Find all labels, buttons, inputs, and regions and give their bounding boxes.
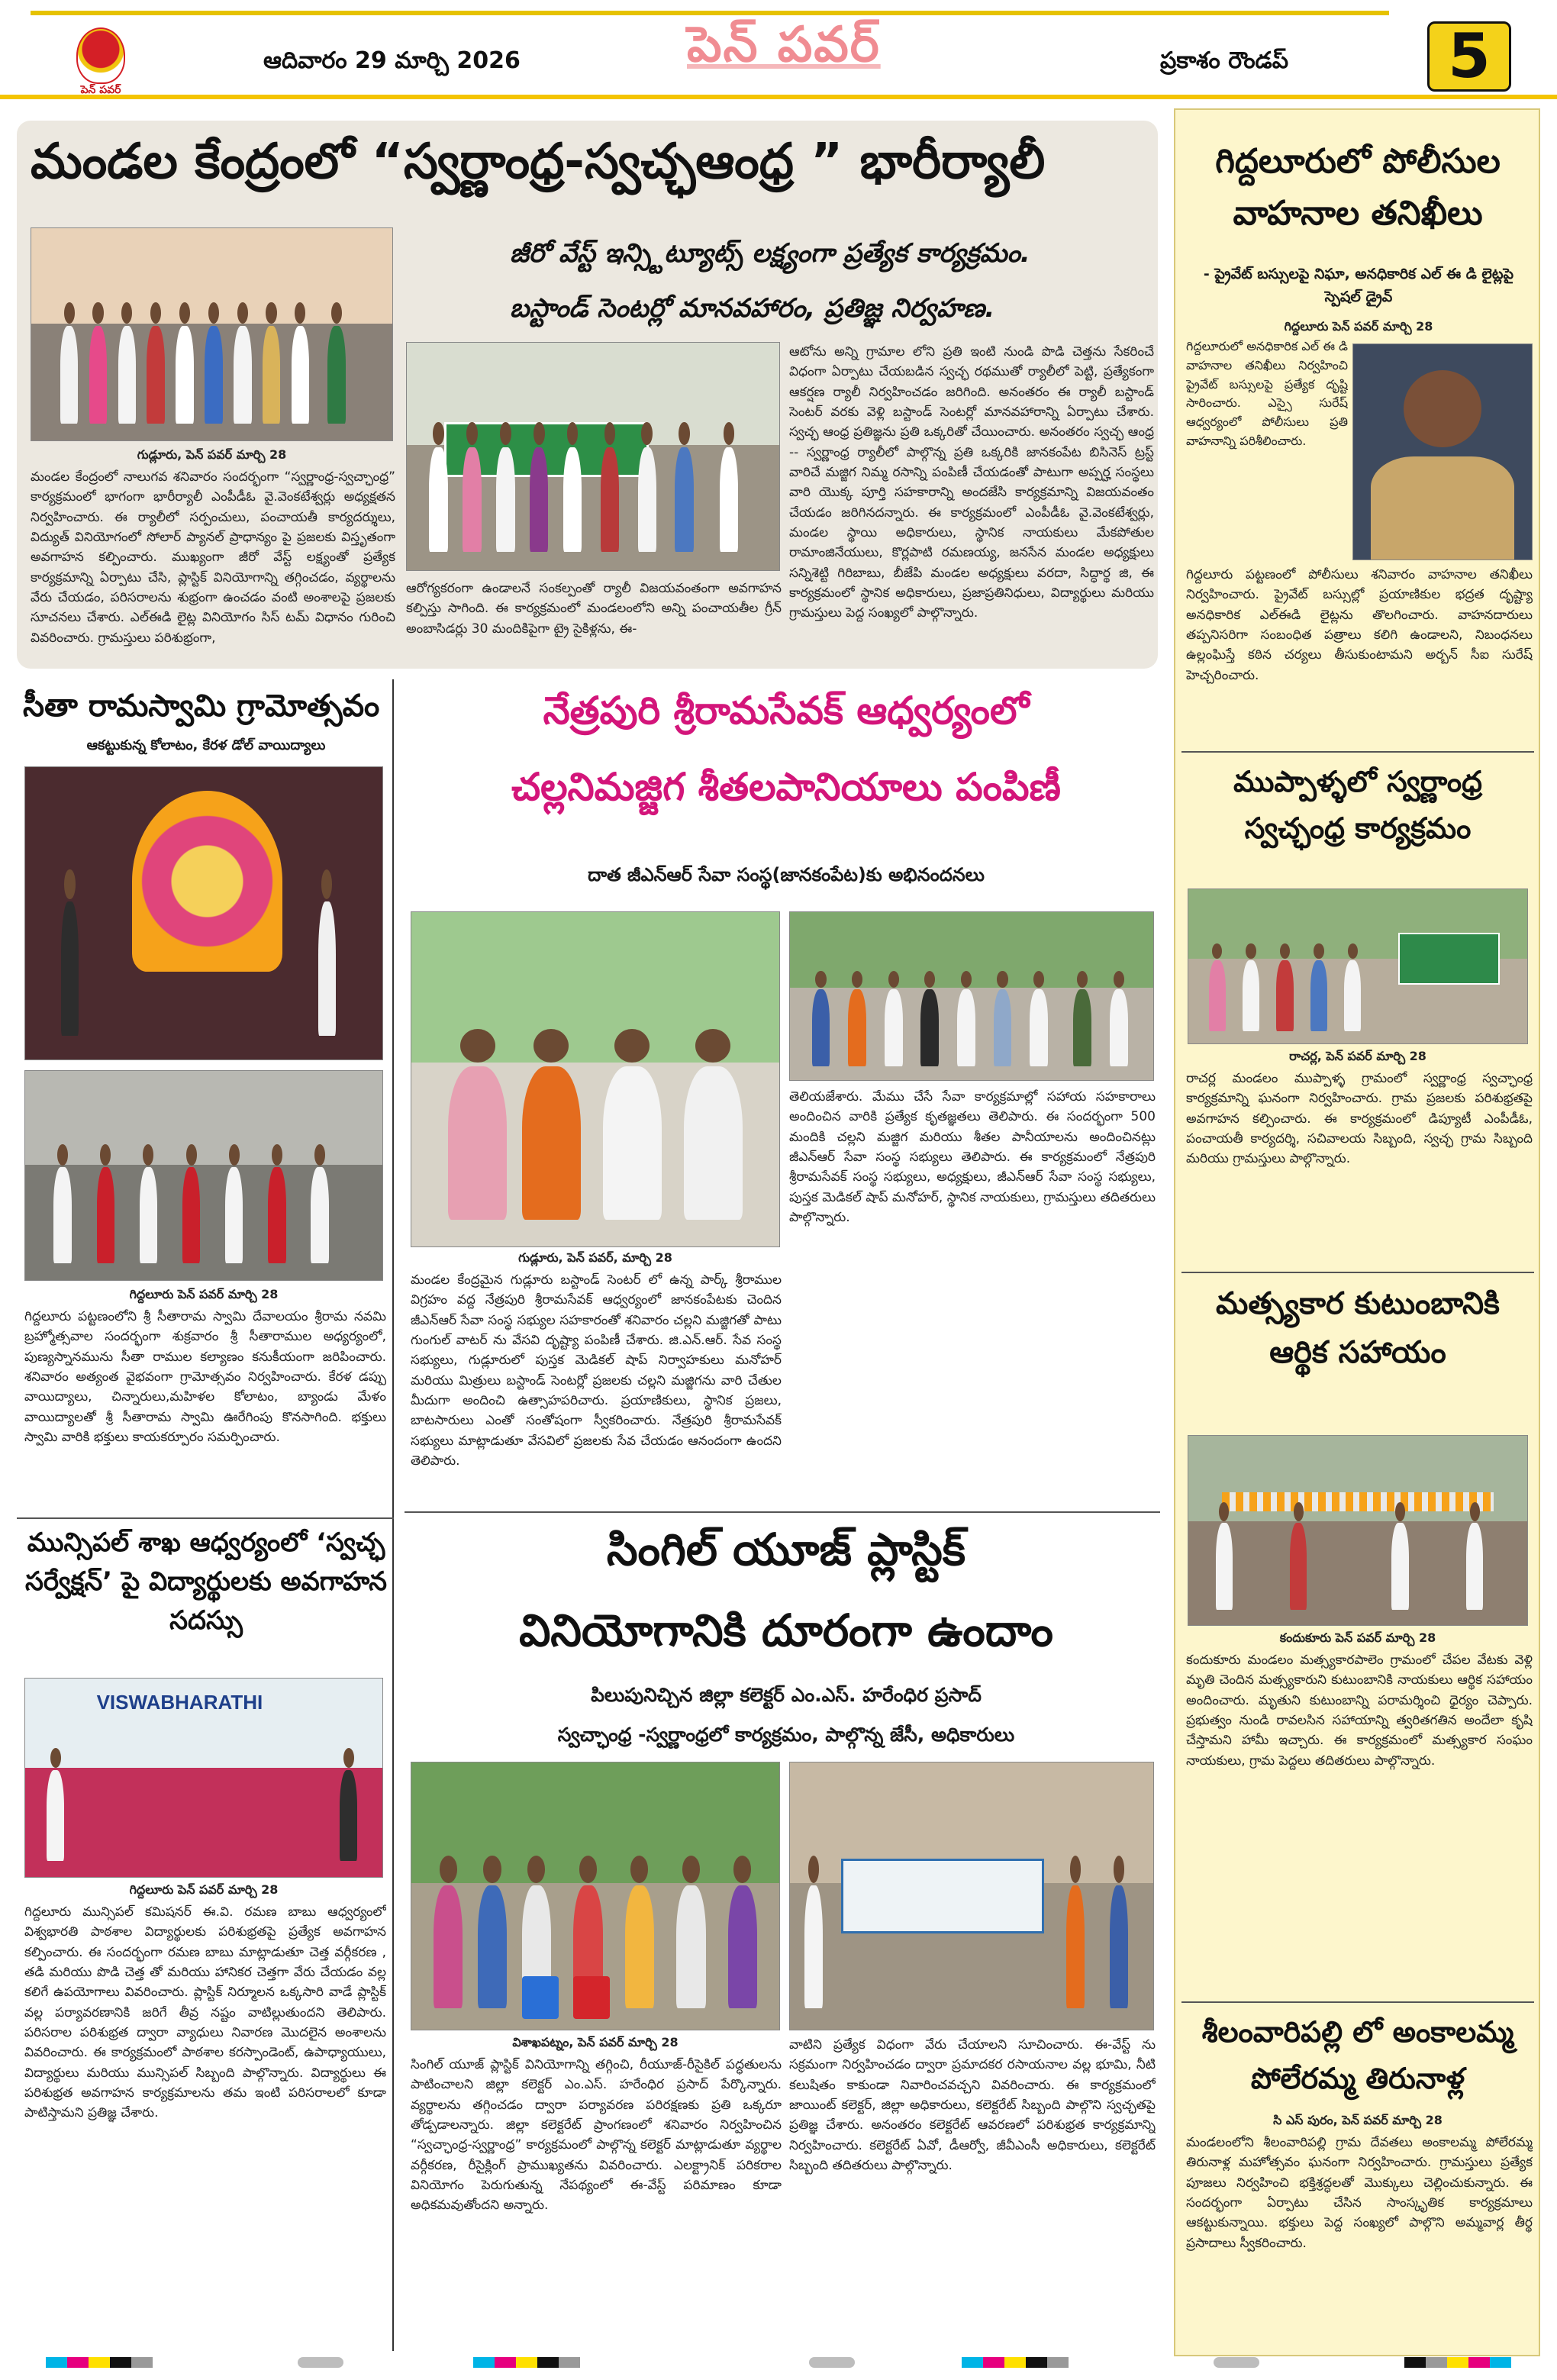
plastic-headline-2: వినియోగానికి దూరంగా ఉందాం xyxy=(519,1604,1053,1656)
color-bar-left xyxy=(46,2357,153,2368)
seetha-headline: సీతా రామస్వామి గ్రామోత్సవం xyxy=(23,689,380,724)
seetha-body: గిద్దలూరు పట్టణంలోని శ్రీ సీతారామ స్వామి దేవాలయం శ్రీరామ నవమి బ్రహ్మోత్సవాల సందర్భంగా శుక్రవారం శ్రీ సీతారాముల అధ్యర్యంలో, పుణ్యస్నానమును సీతా రాముల కల్యాణం కనుకీయంగా జరిపించారు. శనివారం అత్యంత వైభవంగా గ్రామోత్సవం నిర్వహించారు. కేరళ డప్పు వాయిద్యాలు, చిన్నారులు,మహిళల కోలాటం, బ్యాండు మేళం వాయిద్యాలతో శ్రీ సీతారామ స్వామి ఊరేగింపు కొనసాగింది. భక్తులు స్వామి వారికి భక్తులు కాయకర్పూరం సమర్పించారు. xyxy=(24,1309,386,1446)
municipal-headline: మున్సిపల్ శాఖ ఆధ్వర్యంలో ‘స్వచ్ఛ సర్వేక్షన్’ పై విద్యార్థులకు అవగాహన సదస్సు xyxy=(24,1527,388,1636)
netra-headline-1: నేత్రపురి శ్రీరామసేవక్ ఆధ్వర్యంలో xyxy=(543,689,1030,733)
plastic-photo-banner xyxy=(789,1762,1154,2030)
fisherman-dateline: కందుకూరు పెన్ పవర్ మార్చి 28 xyxy=(1279,1630,1436,1645)
divider xyxy=(17,1517,394,1519)
netra-body-col1: మండల కేంద్రమైన గుడ్లూరు బస్టాండ్ సెంటర్ లో ఉన్న పార్క్ శ్రీరాముల విగ్రహం వద్ద నేత్రపురి శ్రీరామసేవక్ ఆధ్వర్యంలో జానకంపేటకు చెందిన జీఎన్ఆర్ సేవా సంస్థ సభ్యుల సహకారంతో శనివారం చల్లని మజ్జిగతో పాటు గుంగుల్ వాటర్ ను వేసవి దృష్ట్యా పంపిణీ చేశారు. జి.ఎన్.ఆర్. సేవ సంస్థ సభ్యులు, గుడ్లూరులో పుస్తక మెడికల్ షాప్ నిర్వాహకులు మనోహర్ మరియు మిత్రులు బస్టాండ్ సెంటర్లో ప్రజలకు చల్లని మజ్జిగను వారి చేతుల మీదుగా అందించి ఉత్సాహపరిచారు. ప్రయాణికులు, స్థానిక ప్రజలు, బాటసారులు ఎంతో సంతోషంగా స్వీకరించారు. నేత్రపురి శ్రీరామసేవక్ సభ్యులు మాట్లాడుతూ వేసవిలో ప్రజలకు సేవ చేయడం ఆనందంగా ఉందని తెలిపారు. xyxy=(411,1272,782,1469)
color-bar-right xyxy=(962,2357,1069,2368)
deity-decoration xyxy=(132,791,282,972)
lead-body-col2: ఆరోగ్యకరంగా ఉండాలనే సంకల్పంతో ర్యాలీ విజయవంతంగా అవగాహన కల్పిస్తు సాగింది. ఈ కార్యక్రమంలో మండలంలోని అన్ని పంచాయతీల గ్రీన్ అంబాసిడర్లు 30 మందికిపైగా ట్రై సైకిళ్లను, ఈ- xyxy=(406,581,782,637)
netra-headline-2: చల్లనిమజ్జిగ శీతలపానియాలు పంపిణీ xyxy=(511,765,1061,809)
plastic-photo-pledge xyxy=(411,1762,780,2030)
netra-body-col2: తెలియజేశారు. మేము చేసే సేవా కార్యక్రమాల్లో సహాయ సహకారాలు అందించిన వారికి ప్రత్యేక కృతజ్ఞతలు తెలిపారు. ఈ సందర్భంగా 500 మందికి చల్లని మజ్జిగ మరియు శీతల పానీయాలను అందించినట్లు జీఎన్ఆర్ సేవా సంస్థ సభ్యులు తెలిపారు. ఈ కార్యక్రమంలో నేత్రపురి శ్రీరామసేవక్ సంస్థ సభ్యులు, అధ్యక్షులు, జీఎన్ఆర్ సేవా సంస్థ సభ్యులు, పుస్తక మెడికల్ షాప్ మనోహర్, స్థానిక నాయకులు, గ్రామస్తులు తదితరులు పాల్గొన్నారు. xyxy=(789,1089,1156,1226)
plastic-subheadline-2: స్వచ్ఛాంధ్ర -స్వర్ణాంధ్రలో కార్యక్రమం, పాల్గొన్న జేసీ, అధికారులు xyxy=(557,1724,1015,1746)
color-bar-far-right xyxy=(1404,2357,1511,2368)
municipal-dateline: గిద్దలూరు పెన్ పవర్ మార్చి 28 xyxy=(129,1882,279,1897)
lead-body-col3: ఆటోను అన్ని గ్రామాల లోని ప్రతి ఇంటి నుండి పొడి చెత్తను సేకరించే విధంగా ఏర్పాటు చేయబడిన స్వచ్ఛ రథముతో ర్యాలీలో పెట్టి, ప్రత్యేకంగా ఆకర్షణ ర్యాలీ నిర్వహించడం జరిగింది. అనంతరం ఈ ర్యాలీ బస్టాండ్ సెంటర్ వరకు వెళ్లి బస్టాండ్ సెంటర్లో మానవహారాన్ని ఏర్పాటు చేశారు. స్వచ్ఛ ఆంధ్ర ప్రతిజ్ఞను ప్రతి ఒక్కరితో చేయించారు. అనంతరం స్వచ్ఛ ఆంధ్ర -- స్వర్ణాంధ్ర ర్యాలీలో పాల్గొన్న ప్రతి ఒక్కరికి జానకంపేట బిసినెస్ ట్రస్ట్ వారిచే మజ్జిగ నిమ్మ రసాన్ని పంపిణీ చేయడంతో పాటుగా అప్పర్హ సంస్థలు వారి యొక్క పూర్తి సహకారాన్ని అందజేసి కార్యక్రమాన్ని విజయవంతం చేయడం జరిగినదన్నారు. ఈ కార్యక్రమంలో ఎంపీడీఓ వై.వెంకటేశ్వర్లు, మండల స్థాయి అధికారులు, స్థానిక నాయకులు మేకపోతుల రామాంజినేయులు, కొర్లపాటి రమణయ్య, జనసేన మండల అధ్యక్షులు సన్నిశెట్టి గిరిబాబు, బీజేపి మండల అధ్యక్షులు వరదా, సిద్ధార్థ జి, ఈ కార్యక్రమంలో స్థానిక అధికారులు, ప్రజాప్రతినిధులు, విద్యార్థులు మరియు గ్రామస్తులు పెద్ద సంఖ్యలో పాల్గొన్నారు. xyxy=(789,344,1154,621)
blue-bin xyxy=(522,1976,559,2019)
seetha-dateline: గిద్దలూరు పెన్ పవర్ మార్చి 28 xyxy=(129,1287,279,1301)
lead-photo-human-chain xyxy=(406,342,780,571)
muppalla-dateline: రాచర్ల, పెన్ పవర్ మార్చి 28 xyxy=(1289,1049,1426,1063)
lead-body-col1: మండల కేంద్రంలో నాలుగవ శనివారం సందర్భంగా “స్వర్ణాంధ్ర-స్వచ్ఛాంధ్ర” కార్యక్రమంలో భాగంగా భారీర్యాలీ ఎంపీడీఓ వై.వెంకటేశ్వర్లు అధ్యక్షతన నిర్వహించారు. ఈ ర్యాలీలో సర్పంచులు, పంచాయతీ కార్యదర్శులు, విద్యుత్ వినియోగంలో సోలార్ ప్యానల్ ప్రాధాన్యం పై ప్రజలకు విస్తృతంగా అవగాహన కల్పించారు. ముఖ్యంగా జీరో వేస్ట్ లక్ష్యంతో ప్రత్యేక కార్యక్రమాన్ని ఏర్పాటు చేసి, ప్లాస్టిక్ వినియోగాన్ని తగ్గించడం, వ్యర్థాలను వేరు చేయడం, పరిసరాలను శుభ్రంగా ఉంచడం వంటి అంశాలపై ప్రజలకు సూచనలు చేశారు. ఎల్ఈడి లైట్ల వినియోగం సిస్ టమ్ విధానం గురించి వివరించారు. గ్రామస్తులు పరిశుభ్రంగా, xyxy=(31,469,395,646)
section-name: ప్రకాశం రౌండప్ xyxy=(1160,47,1289,74)
masthead-rule xyxy=(31,11,1389,15)
plastic-body-col1: సింగిల్ యూజ్ ప్లాస్టిక్ వినియోగాన్ని తగ్గించి, రీయూజ్-రీసైకిల్ పద్ధతులను పాటించాలని జిల్లా కలెక్టర్ ఎం.ఎస్. హరేంధిర ప్రసాద్ పేర్కొన్నారు. వ్యర్థాలను తగ్గించడం ద్వారా పర్యావరణ పరిరక్షణకు ప్రతి ఒక్కరూ తోడ్పడాలన్నారు. జిల్లా కలెక్టరేట్ ప్రాంగణంలో శనివారం నిర్వహించిన “స్వచ్ఛాంధ్ర-స్వర్ణాంధ్ర” కార్యక్రమంలో పాల్గొన్న కలెక్టర్ మాట్లాడుతూ వ్యర్థాల వర్గీకరణ, రీసైక్లింగ్ ప్రాముఖ్యతను వివరించారు. ఎలక్ట్రానిక్ పరికరాల వినియోగం పెరుగుతున్న నేపథ్యంలో ఈ-వేస్ట్ పరిమాణం కూడా అధికమవుతోందని అన్నారు. xyxy=(411,2057,782,2214)
divider xyxy=(405,1511,1160,1513)
awareness-banner xyxy=(841,1859,1045,1933)
netra-subheadline: దాత జీఎన్ఆర్ సేవా సంస్థ(జానకంపేట)కు అభినందనలు xyxy=(588,864,985,885)
divider xyxy=(1181,751,1534,753)
ankalamma-body: మండలంలోని శీలంవారిపల్లి గ్రామ దేవతలు అంకాలమ్మ పోలేరమ్మ తిరునాళ్ల మహోత్సవం ఘనంగా నిర్వహించారు. గ్రామస్తులు ప్రత్యేక పూజలు నిర్వహించి భక్తిశ్రద్ధలతో మొక్కులు చెల్లించుకున్నారు. ఈ సందర్భంగా ఏర్పాటు చేసిన సాంస్కృతిక కార్యక్రమాలు ఆకట్టుకున్నాయి. భక్తులు పెద్ద సంఖ్యలో పాల్గొని అమ్మవార్ల తీర్థ ప్రసాదాలు స్వీకరించారు. xyxy=(1186,2135,1533,2251)
police-officer-photo xyxy=(1352,343,1533,560)
lead-headline: మండల కేంద్రంలో “స్వర్ణాంధ్ర-స్వచ్ఛఆంధ్ర ” భారీర్యాలీ xyxy=(31,134,1046,190)
flower-garland xyxy=(1222,1492,1493,1511)
seetha-photo-deity xyxy=(24,766,383,1060)
police-body-left: గిద్దలూరులో అనధికారిక ఎల్ ఈ డి వాహనాల తనిఖీలు నిర్వహించి ప్రైవేట్ బస్సులపై ప్రత్యేక దృష్టి సారించారు. ఎస్సై సురేష్ ఆధ్వర్యంలో పోలీసులు ప్రతి వాహనాన్ని పరిశీలించారు. xyxy=(1186,339,1348,448)
netra-dateline: గుడ్లూరు, పెన్ పవర్, మార్చి 28 xyxy=(518,1250,672,1265)
scheme-banner xyxy=(1398,933,1500,985)
plastic-dateline: విశాఖపట్నం, పెన్ పవర్ మార్చి 28 xyxy=(512,2035,679,2049)
logo-text: పెన్ పవర్ xyxy=(80,84,121,96)
plastic-headline-1: సింగిల్ యూజ్ ప్లాస్టిక్ xyxy=(606,1524,966,1575)
newspaper-logo xyxy=(76,27,125,84)
color-bar-center xyxy=(473,2357,580,2368)
lead-subheadline-1: జీరో వేస్ట్ ఇన్స్టిట్యూట్స్ లక్ష్యంగా ప్రత్యేక కార్యక్రమం. xyxy=(510,238,1030,269)
issue-date: ఆదివారం 29 మార్చి 2026 xyxy=(263,47,521,74)
newspaper-title: పెన్ పవర్ xyxy=(687,17,881,73)
divider xyxy=(1181,2001,1534,2003)
fisherman-body: కందుకూరు మండలం మత్స్యకారపాలెం గ్రామంలో చేపల వేటకు వెళ్లి మృతి చెందిన మత్స్యకారుని కుటుంబానికి నాయకులు ఆర్థిక సహాయం అందించారు. మృతుని కుటుంబాన్ని పరామర్శించి ధైర్యం చెప్పారు. ప్రభుత్వం నుండి రావలసిన సహాయాన్ని త్వరితగతిన అందేలా కృషి చేస్తామని హామీ ఇచ్చారు. ఈ కార్యక్రమంలో మత్స్యకార సంఘం నాయకులు, గ్రామ పెద్దలు తదితరులు పాల్గొన్నారు. xyxy=(1186,1653,1533,1769)
police-dateline: గిద్దలూరు పెన్ పవర్ మార్చి 28 xyxy=(1284,319,1433,334)
muppalla-photo xyxy=(1188,888,1528,1044)
police-headline: గిద్దలూరులో పోలీసుల వాహనాల తనిఖీలు xyxy=(1215,142,1501,234)
lead-subheadline-2: బస్టాండ్ సెంటర్లో మానవహారం, ప్రతిజ్ఞ నిర్వహణ. xyxy=(510,293,995,324)
divider xyxy=(1181,1272,1534,1273)
netra-photo-distribution xyxy=(411,911,780,1247)
municipal-photo-students xyxy=(24,1678,383,1878)
police-subheadline: - ప్రైవేట్ బస్సులపై నిఘా, అనధికారిక ఎల్ ఈ డి లైట్లపై స్పెషల్ డ్రైవ్ xyxy=(1203,266,1514,306)
page-number: 5 xyxy=(1427,21,1511,92)
muppalla-body: రాచర్ల మండలం ముప్పాళ్ళ గ్రామంలో స్వర్ణాంధ్ర స్వచ్ఛాంధ్ర కార్యక్రమాన్ని ఘనంగా నిర్వహించారు. గ్రామ ప్రజలకు పరిశుభ్రతపై అవగాహన కల్పించారు. ఈ కార్యక్రమంలో డిప్యూటీ ఎంపీడీఓ, పంచాయతీ కార్యదర్శి, సచివాలయ సిబ్బంది, స్వచ్ఛ గ్రామ సిబ్బంది మరియు గ్రామస్తులు పాల్గొన్నారు. xyxy=(1186,1071,1533,1167)
police-body: గిద్దలూరు పట్టణంలో పోలీసులు శనివారం వాహనాల తనిఖీలు నిర్వహించారు. ప్రైవేట్ బస్సుల్లో ప్రయాణికుల భద్రత దృష్ట్యా అనధికారిక ఎల్ఈడి లైట్లను తొలగించారు. వాహనదారులు తప్పనిసరిగా సంబంధిత పత్రాలు కలిగి ఉండాలని, నిబంధనలు ఉల్లంఘిస్తే కఠిన చర్యలు తీసుకుంటామని అర్బన్ సీఐ సురేష్ హెచ్చరించారు. xyxy=(1186,567,1533,683)
officer-face xyxy=(1404,370,1482,448)
plastic-body-col2: వాటిని ప్రత్యేక విధంగా వేరు చేయాలని సూచించారు. ఈ-వేస్ట్ ను సక్రమంగా నిర్వహించడం ద్వారా ప్రమాదకర రసాయనాల వల్ల భూమి, నీటి కలుషితం కాకుండా నివారించవచ్చని వివరించారు. ఈ కార్యక్రమంలో జాయింట్ కలెక్టర్, జిల్లా అధికారులు, కలెక్టరేట్ సిబ్బంది పాల్గొని స్వచ్ఛతపై ప్రతిజ్ఞ చేశారు. అనంతరం కలెక్టరేట్ ఆవరణలో పరిశుభ్రత కార్యక్రమాన్ని నిర్వహించారు. కలెక్టరేట్ ఏవో, డీఆర్వో, జీవీఎంసీ అధికారులు, కలెక్టరేట్ సిబ్బంది తదితరులు పాల్గొన్నారు. xyxy=(789,2037,1156,2174)
registration-mark xyxy=(809,2357,855,2368)
municipal-body: గిద్దలూరు మున్సిపల్ కమిషనర్ ఈ.వి. రమణ బాబు ఆధ్వర్యంలో విశ్వభారతి పాఠశాల విద్యార్థులకు పరిశుభ్రతపై ప్రత్యేక అవగాహన కల్పించారు. ఈ సందర్భంగా రమణ బాబు మాట్లాడుతూ చెత్త వర్గీకరణ , తడి మరియు పొడి చెత్త తో మరియు హానికర చెత్తగా వేరు చేయడం వల్ల కలిగే ఉపయోగాలు వివరించారు. ప్లాస్టిక్ నిర్మూలన ఒక్కసారి వాడే ప్లాస్టిక్ వల్ల పర్యావరణానికి జరిగే తీవ్ర నష్టం వాటిల్లుతుందని తెలిపారు. పరిసరాల పరిశుభ్రత ద్వారా వ్యాధులు నివారణ మొదలైన అంశాలను వివరించారు. ఈ కార్యక్రమంలో పాఠశాల కరస్పాండెంట్, ఉపాధ్యాయులు, విద్యార్థులు మరియు మున్సిపల్ సిబ్బంది పాల్గొన్నారు. విద్యార్థులు ఈ పరిశుభ్రత అవగాహన కార్యక్రమాలను తమ ఇంటి పరిసరాలలో కూడా పాటిస్తామని ప్రతిజ్ఞ చేశారు. xyxy=(24,1904,386,2121)
ankalamma-dateline: సి ఎస్ పురం, పెన్ పవర్ మార్చి 28 xyxy=(1273,2113,1443,2127)
muppalla-headline: ముప్పాళ్ళలో స్వర్ణాంధ్ర స్వచ్ఛంధ్ర కార్యక్రమం xyxy=(1233,765,1482,845)
lead-photo-rally xyxy=(31,227,393,441)
fisherman-headline: మత్స్యకార కుటుంబానికి ఆర్థిక సహాయం xyxy=(1216,1286,1500,1370)
registration-mark xyxy=(298,2357,343,2368)
netra-photo-group xyxy=(789,911,1154,1081)
red-bin xyxy=(573,1976,610,2019)
plastic-subheadline-1: పిలుపునిచ్చిన జిల్లా కలెక్టర్ ఎం.ఎస్. హరేంధిర ప్రసాద్ xyxy=(591,1684,982,1706)
lead-dateline: గుడ్లూరు, పెన్ పవర్ మార్చి 28 xyxy=(137,447,287,462)
fisherman-photo xyxy=(1188,1435,1528,1626)
school-banner-text: VISWABHARATHI xyxy=(96,1690,263,1714)
registration-mark xyxy=(1214,2357,1259,2368)
officer-uniform xyxy=(1371,456,1513,560)
ankalamma-headline: శీలంవారిపల్లి లో అంకాలమ్మ పోలేరమ్మ తిరునాళ్ల xyxy=(1201,2015,1514,2095)
seetha-photo-procession xyxy=(24,1070,383,1281)
seetha-subheadline: ఆకట్టుకున్న కోలాటం, కేరళ డోల్ వాయిద్యాలు xyxy=(86,737,326,753)
